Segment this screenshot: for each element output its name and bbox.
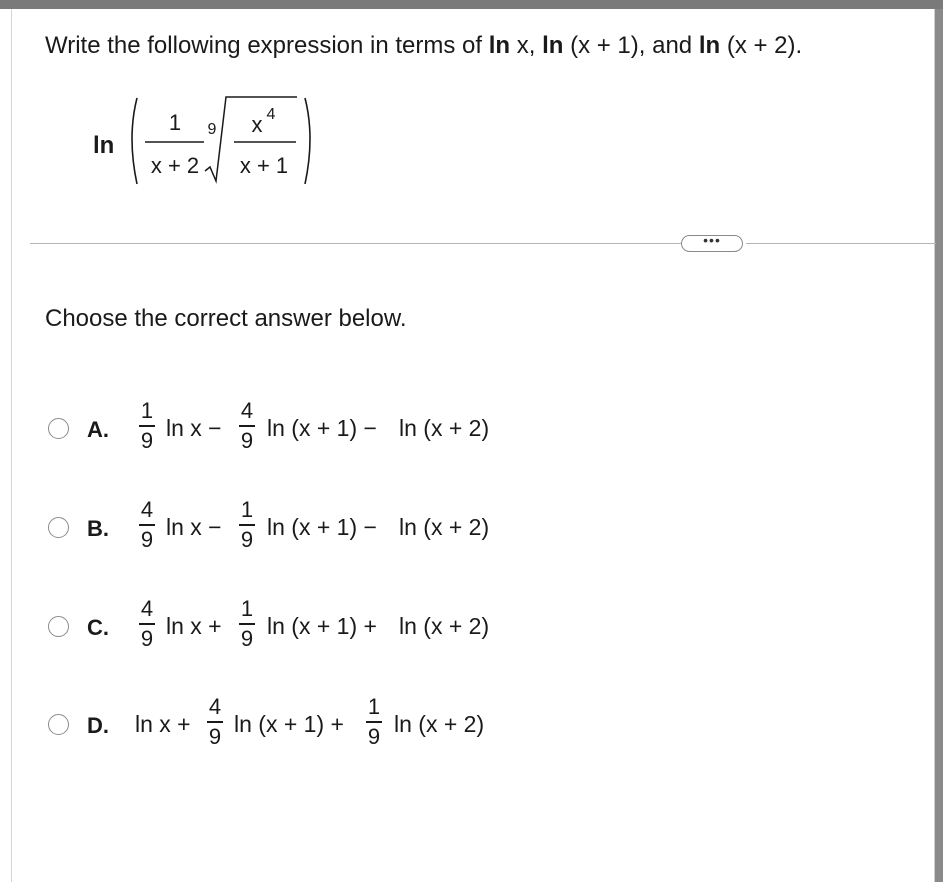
option-a-coef-2: [236, 398, 258, 454]
option-b-coef-1-den: 9: [140, 527, 154, 552]
option-b-term-3: ln (x + 2): [399, 514, 490, 540]
option-d-coef-2-num: 1: [367, 694, 381, 719]
option-b-coef-1: [136, 497, 158, 553]
answer-prompt: Choose the correct answer below.: [45, 305, 407, 332]
radicand-num-base: x: [251, 112, 263, 137]
expr-ln: ln: [93, 132, 115, 159]
root-index: 9: [207, 121, 217, 138]
option-c-coef-1: [136, 596, 158, 652]
expression-svg: [93, 92, 333, 192]
option-c-term-2: ln (x + 1) +: [267, 613, 377, 639]
option-b[interactable]: [45, 497, 565, 557]
option-a-term-3: ln (x + 2): [399, 415, 490, 441]
option-d[interactable]: [45, 694, 565, 754]
question-text: [45, 32, 802, 60]
option-c-term-3: ln (x + 2): [399, 613, 490, 639]
option-b-term-2: ln (x + 1) −: [267, 514, 377, 540]
question-ln-1: ln: [488, 32, 511, 59]
option-d-coef-2: [363, 694, 385, 750]
question-arg-2: (x + 1), and: [563, 32, 699, 59]
separator-line-right: [746, 243, 936, 244]
option-c[interactable]: [45, 596, 565, 656]
left-paren: [132, 98, 137, 184]
frac-den: x + 2: [150, 153, 200, 178]
option-c-coef-2-den: 9: [240, 626, 254, 651]
option-a-coef-1-bar: [139, 425, 155, 427]
option-a-coef-1: [136, 398, 158, 454]
option-c-coef-1-num: 4: [140, 596, 154, 621]
option-b-coef-2-bar: [239, 524, 255, 526]
option-a-term-1: ln x −: [166, 415, 222, 441]
log-expression: [93, 92, 333, 192]
option-d-term-2: ln (x + 2): [394, 711, 485, 737]
option-d-letter: D.: [87, 713, 109, 738]
top-bar: [0, 0, 943, 9]
option-c-coef-2-bar: [239, 623, 255, 625]
left-border: [11, 9, 12, 882]
radio-d[interactable]: [48, 714, 69, 735]
option-a-term-2: ln (x + 1) −: [267, 415, 377, 441]
option-d-coef-1: [204, 694, 226, 750]
option-b-coef-2-num: 1: [240, 497, 254, 522]
option-b-letter: B.: [87, 516, 109, 541]
option-c-coef-2: [236, 596, 258, 652]
question-arg-1: x,: [510, 32, 543, 59]
option-d-term-1: ln (x + 1) +: [234, 711, 344, 737]
option-c-letter: C.: [87, 615, 109, 640]
more-options-button[interactable]: •••: [681, 235, 743, 252]
question-ln-2: ln: [542, 32, 564, 59]
option-a-coef-1-num: 1: [140, 398, 154, 423]
radicand-num-exp: 4: [266, 106, 276, 123]
question-arg-3: (x + 2).: [720, 32, 803, 59]
option-d-coef-2-bar: [366, 721, 382, 723]
option-c-coef-1-bar: [139, 623, 155, 625]
radicand-den: x + 1: [239, 153, 289, 178]
option-a[interactable]: [45, 398, 565, 458]
option-a-coef-1-den: 9: [140, 428, 154, 453]
option-a-letter: A.: [87, 417, 109, 442]
frac-num: 1: [168, 110, 182, 135]
option-a-coef-2-den: 9: [240, 428, 254, 453]
option-c-coef-1-den: 9: [140, 626, 154, 651]
question-ln-3: ln: [698, 32, 721, 59]
separator-line: [30, 243, 684, 244]
option-d-coef-1-bar: [207, 721, 223, 723]
question-prefix: Write the following expression in terms of: [45, 32, 489, 59]
option-b-term-1: ln x −: [166, 514, 222, 540]
radio-b[interactable]: [48, 517, 69, 538]
option-a-coef-2-bar: [239, 425, 255, 427]
option-b-coef-1-bar: [139, 524, 155, 526]
option-d-coef-1-num: 4: [208, 694, 222, 719]
option-b-coef-2-den: 9: [240, 527, 254, 552]
radio-a[interactable]: [48, 418, 69, 439]
radio-c[interactable]: [48, 616, 69, 637]
option-c-coef-2-num: 1: [240, 596, 254, 621]
option-d-coef-1-den: 9: [208, 724, 222, 749]
option-d-term-0: ln x +: [135, 711, 191, 737]
option-b-coef-2: [236, 497, 258, 553]
option-a-coef-2-num: 4: [240, 398, 254, 423]
option-d-coef-2-den: 9: [367, 724, 381, 749]
right-paren: [305, 98, 310, 184]
option-c-term-1: ln x +: [166, 613, 222, 639]
option-b-coef-1-num: 4: [140, 497, 154, 522]
right-scroll-edge: [935, 9, 943, 882]
